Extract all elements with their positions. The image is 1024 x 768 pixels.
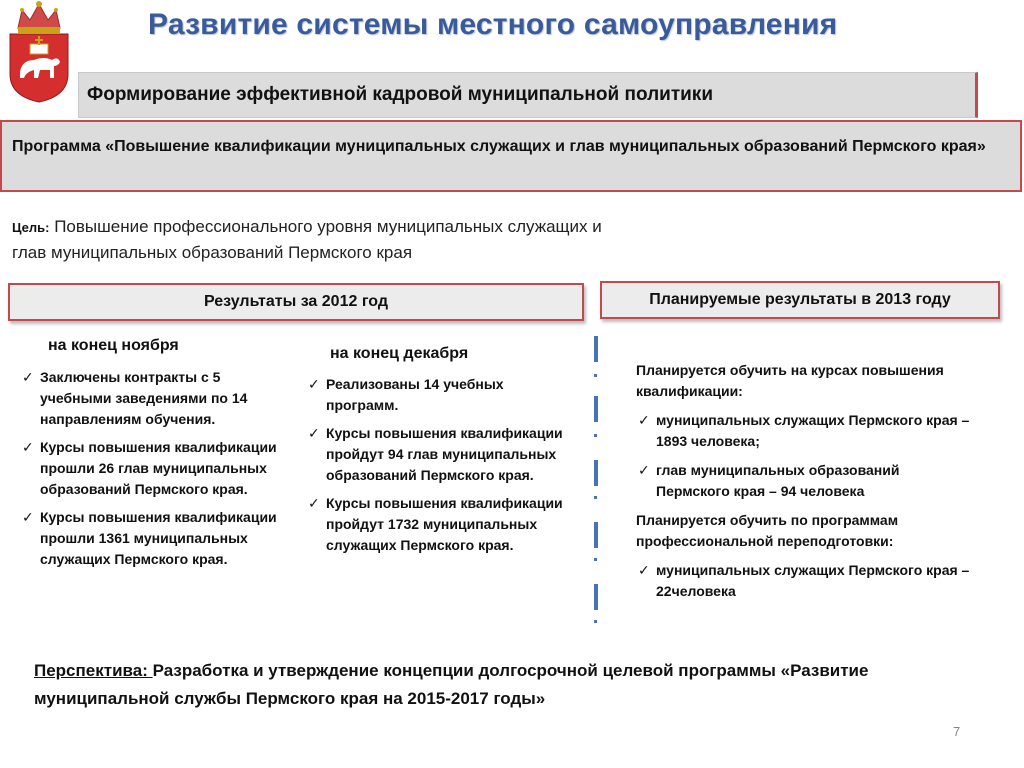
checkmark-icon: ✓	[308, 495, 320, 511]
plan-2013-header	[600, 281, 1000, 319]
subtitle-text: Формирование эффективной кадровой муниципальной политики	[87, 84, 713, 105]
perspective-text: Разработка и утверждение концепции долгосрочной целевой программы «Развитие муниципальной службы Пермского края на 2015-2017 годы»	[34, 661, 869, 708]
goal-section	[12, 214, 812, 265]
checkmark-icon: ✓	[22, 439, 34, 455]
december-list	[306, 374, 576, 563]
plan-2013-title: Планируемые результаты в 2013 году	[649, 291, 951, 308]
november-column-title: на конец ноября	[48, 337, 179, 354]
november-list	[20, 367, 290, 577]
goal-label: Цель:	[12, 220, 50, 235]
plan-2013-content	[636, 360, 976, 610]
list-item: ✓ Курсы повышения квалификации прошли 1361 муниципальных служащих Пермского края.	[22, 509, 277, 567]
results-2012-title: Результаты за 2012 год	[204, 293, 388, 310]
list-item: ✓ Реализованы 14 учебных программ.	[308, 376, 504, 413]
list-item: ✓ Курсы повышения квалификации прошли 26 глав муниципальных образований Пермского края.	[22, 439, 277, 497]
list-item: ✓ Курсы повышения квалификации пройдут 1732 муниципальных служащих Пермского края.	[308, 495, 563, 553]
program-box	[0, 120, 1022, 192]
goal-text-line2: глав муниципальных образований Пермского края	[12, 243, 413, 262]
checkmark-icon: ✓	[22, 509, 34, 525]
checkmark-icon: ✓	[638, 562, 650, 578]
goal-text: Повышение профессионального уровня муниципальных служащих и	[54, 217, 602, 236]
program-text: Программа «Повышение квалификации муниципальных служащих и глав муниципальных образований Пермского края»	[12, 138, 986, 155]
list-item: ✓ глав муниципальных образований Пермского края – 94 человека	[638, 462, 900, 499]
list-item: ✓ Заключены контракты с 5 учебными заведениями по 14 направлениям обучения.	[22, 369, 248, 427]
list-item: ✓ муниципальных служащих Пермского края – 22человека	[638, 562, 970, 599]
december-column-title: на конец декабря	[330, 345, 469, 362]
checkmark-icon: ✓	[22, 369, 34, 385]
column-divider	[594, 336, 600, 636]
checkmark-icon: ✓	[308, 425, 320, 441]
list-item: ✓ Курсы повышения квалификации пройдут 94 глав муниципальных образований Пермского края.	[308, 425, 563, 483]
subtitle-banner	[78, 72, 978, 118]
perspective-section	[34, 657, 984, 713]
page-number: 7	[953, 724, 961, 739]
plan-intro-2: Планируется обучить по программам профессиональной переподготовки:	[636, 512, 899, 549]
coat-of-arms-logo	[4, 0, 74, 104]
results-2012-header	[8, 283, 584, 321]
checkmark-icon: ✓	[638, 412, 650, 428]
list-item: ✓ муниципальных служащих Пермского края – 1893 человека;	[638, 412, 970, 449]
plan-intro: Планируется обучить на курсах повышения квалификации:	[636, 362, 944, 399]
page-title: Развитие системы местного самоуправления	[148, 8, 838, 41]
checkmark-icon: ✓	[638, 462, 650, 478]
checkmark-icon: ✓	[308, 376, 320, 392]
perspective-label: Перспектива:	[34, 661, 153, 680]
